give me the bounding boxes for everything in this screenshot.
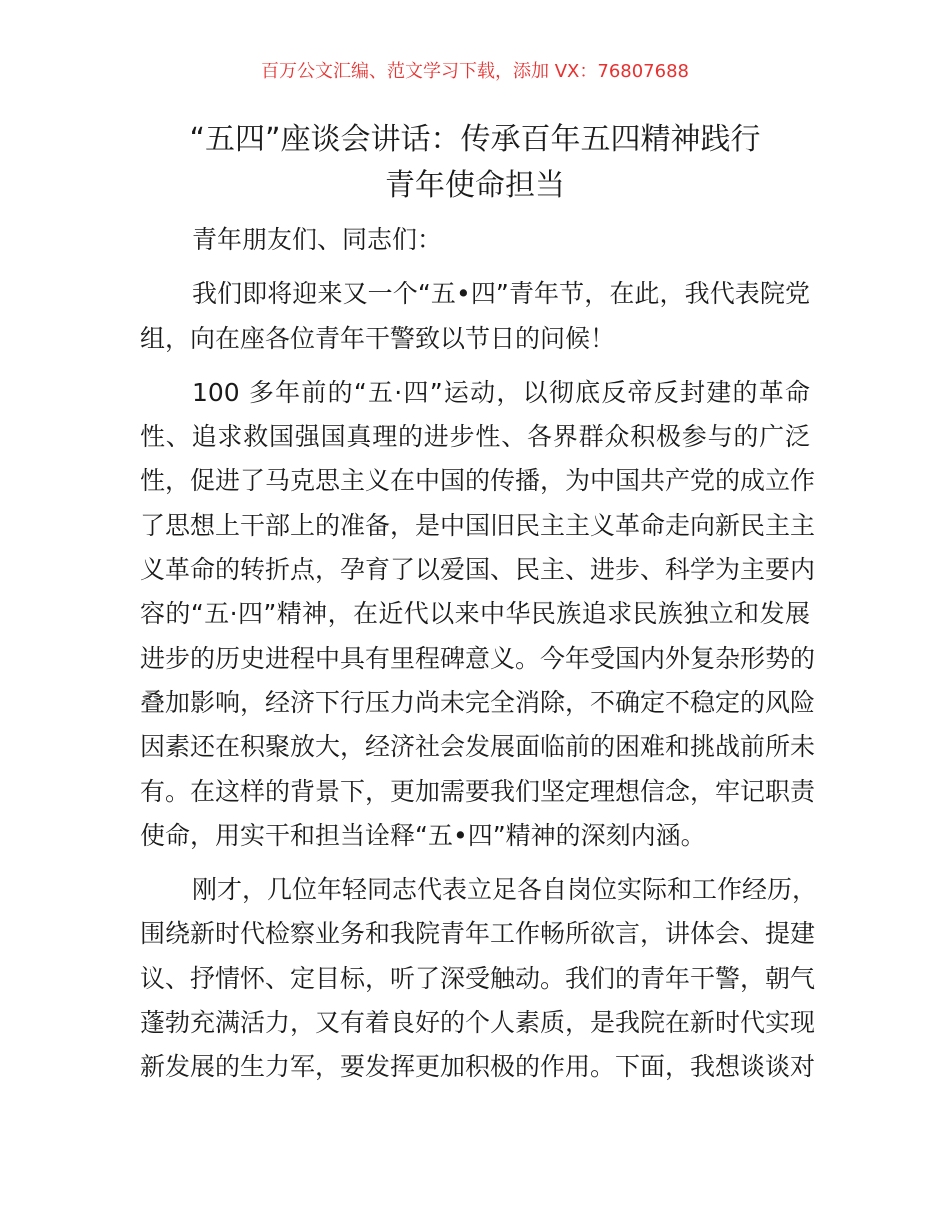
document-title-line-2: 青年使命担当 [385,168,565,203]
watermark-banner: 百万公文汇编、范文学习下载，添加 VX：76807688 [261,61,689,82]
paragraph-line: 性，促进了马克思主义在中国的传播，为中国共产党的成立作 [140,466,816,496]
paragraph [140,272,810,361]
paragraph-line: 蓬勃充满活力，又有着良好的个人素质，是我院在新时代实现 [140,1008,816,1038]
paragraph-line: 议、抒情怀、定目标，听了深受触动。我们的青年干警，朝气 [140,963,816,993]
paragraph-line: 有。在这样的背景下，更加需要我们坚定理想信念，牢记职责 [140,776,816,806]
paragraph-line: 容的“五·四”精神，在近代以来中华民族追求民族独立和发展 [140,599,810,629]
paragraph-line: 我们即将迎来又一个“五•四”青年节，在此，我代表院党 [192,279,810,309]
paragraph-line: 性、追求救国强国真理的进步性、各界群众积极参与的广泛 [140,422,810,452]
paragraph-line: 100 多年前的“五·四”运动，以彻底反帝反封建的革命 [192,377,810,407]
paragraph [140,868,818,1089]
paragraph-line: 新发展的生力军，要发挥更加积极的作用。下面，我想谈谈对 [140,1052,816,1082]
paragraph [140,371,816,858]
paragraph-line: 刚才，几位年轻同志代表立足各自岗位实际和工作经历， [192,875,818,905]
paragraph-line: 因素还在积聚放大，经济社会发展面临前的困难和挑战前所未 [140,732,816,762]
document-title-line-1: “五四”座谈会讲话：传承百年五四精神践行 [189,122,761,157]
paragraph-line: 进步的历史进程中具有里程碑意义。今年受国内外复杂形势的 [140,643,816,673]
paragraph-line: 围绕新时代检察业务和我院青年工作畅所欲言，讲体会、提建 [140,919,816,949]
paragraph-line: 组，向在座各位青年干警致以节日的问候！ [140,323,616,353]
paragraph-line: 叠加影响，经济下行压力尚未完全消除，不确定不稳定的风险 [140,687,816,717]
paragraph-line: 了思想上干部上的准备，是中国旧民主主义革命走向新民主主 [140,510,816,540]
paragraph [140,218,810,262]
document-body [140,218,818,1100]
paragraph-line: 义革命的转折点，孕育了以爱国、民主、进步、科学为主要内 [140,555,816,585]
paragraph-line: 青年朋友们、同志们： [192,225,443,254]
paragraph-line: 使命，用实干和担当诠释“五•四”精神的深刻内涵。 [140,820,706,850]
